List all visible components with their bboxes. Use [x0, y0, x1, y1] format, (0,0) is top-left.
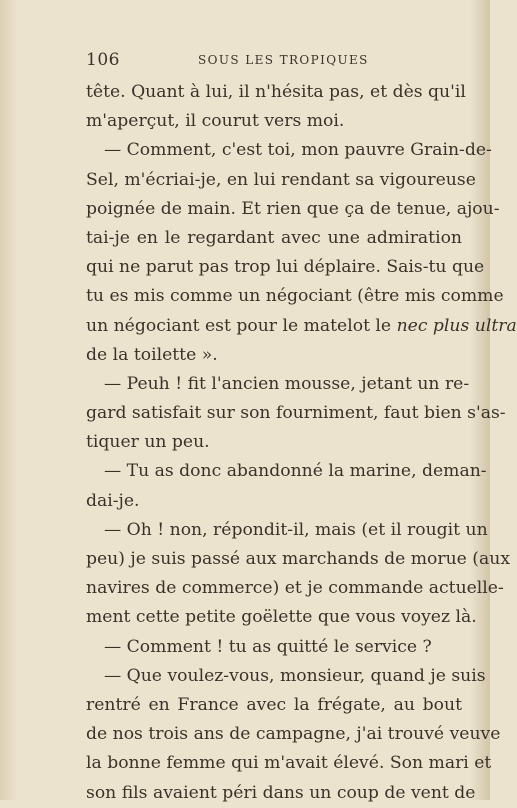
text-line: — Oh ! non, répondit-il, mais (et il rougit un: [104, 519, 488, 540]
text-line: qui ne parut pas trop lui déplaire. Sais-tu que: [86, 257, 485, 278]
text-line: la bonne femme qui m'avait élevé. Son mari et: [86, 753, 492, 774]
text-line: — Tu as donc abandonné la marine, deman-: [104, 461, 487, 482]
body-text: [86, 78, 517, 808]
text-line: — Peuh ! fit l'ancien mousse, jetant un re-: [104, 373, 470, 394]
text-line: navires de commerce) et je commande actuelle-: [86, 578, 504, 599]
text-line: de nos trois ans de campagne, j'ai trouvé veuve: [86, 724, 501, 745]
page-number: 106: [86, 50, 120, 70]
text-line: tête. Quant à lui, il n'hésita pas, et dès qu'il: [86, 82, 466, 102]
text-line: — Comment, c'est toi, mon pauvre Grain-de-: [104, 140, 492, 161]
text-line: tiquer un peu.: [86, 432, 210, 453]
text-line: — Que voulez-vous, monsieur, quand je suis: [104, 665, 486, 686]
text-line: tai-je en le regardant avec une admiration: [86, 227, 462, 248]
text-line: — Comment ! tu as quitté le service ?: [104, 636, 432, 657]
text-line: gard satisfait sur son fourniment, faut bien s'as-: [86, 403, 506, 424]
text-line: son fils avaient péri dans un coup de vent de: [86, 782, 476, 803]
text-line: dai-je.: [86, 490, 140, 511]
text-line: de la toilette ».: [86, 344, 218, 365]
text-segment: un négociant est pour le matelot le: [86, 315, 397, 336]
text-line: poignée de main. Et rien que ça de tenue, ajou-: [86, 198, 500, 219]
text-line: tu es mis comme un négociant (être mis comme: [86, 286, 504, 307]
text-line: m'aperçut, il courut vers moi.: [86, 111, 345, 132]
page-header: [86, 50, 462, 72]
running-title: SOUS LES TROPIQUES: [198, 53, 369, 67]
text-line: Sel, m'écriai-je, en lui rendant sa vigoureuse: [86, 169, 476, 190]
text-line: ment cette petite goëlette que vous voyez là.: [86, 607, 477, 628]
text-line: [86, 312, 517, 341]
text-line: peu) je suis passé aux marchands de morue (aux: [86, 549, 511, 569]
text-line: rentré en France avec la frégate, au bout: [86, 694, 462, 715]
italic-text: nec plus ultra: [396, 315, 517, 336]
